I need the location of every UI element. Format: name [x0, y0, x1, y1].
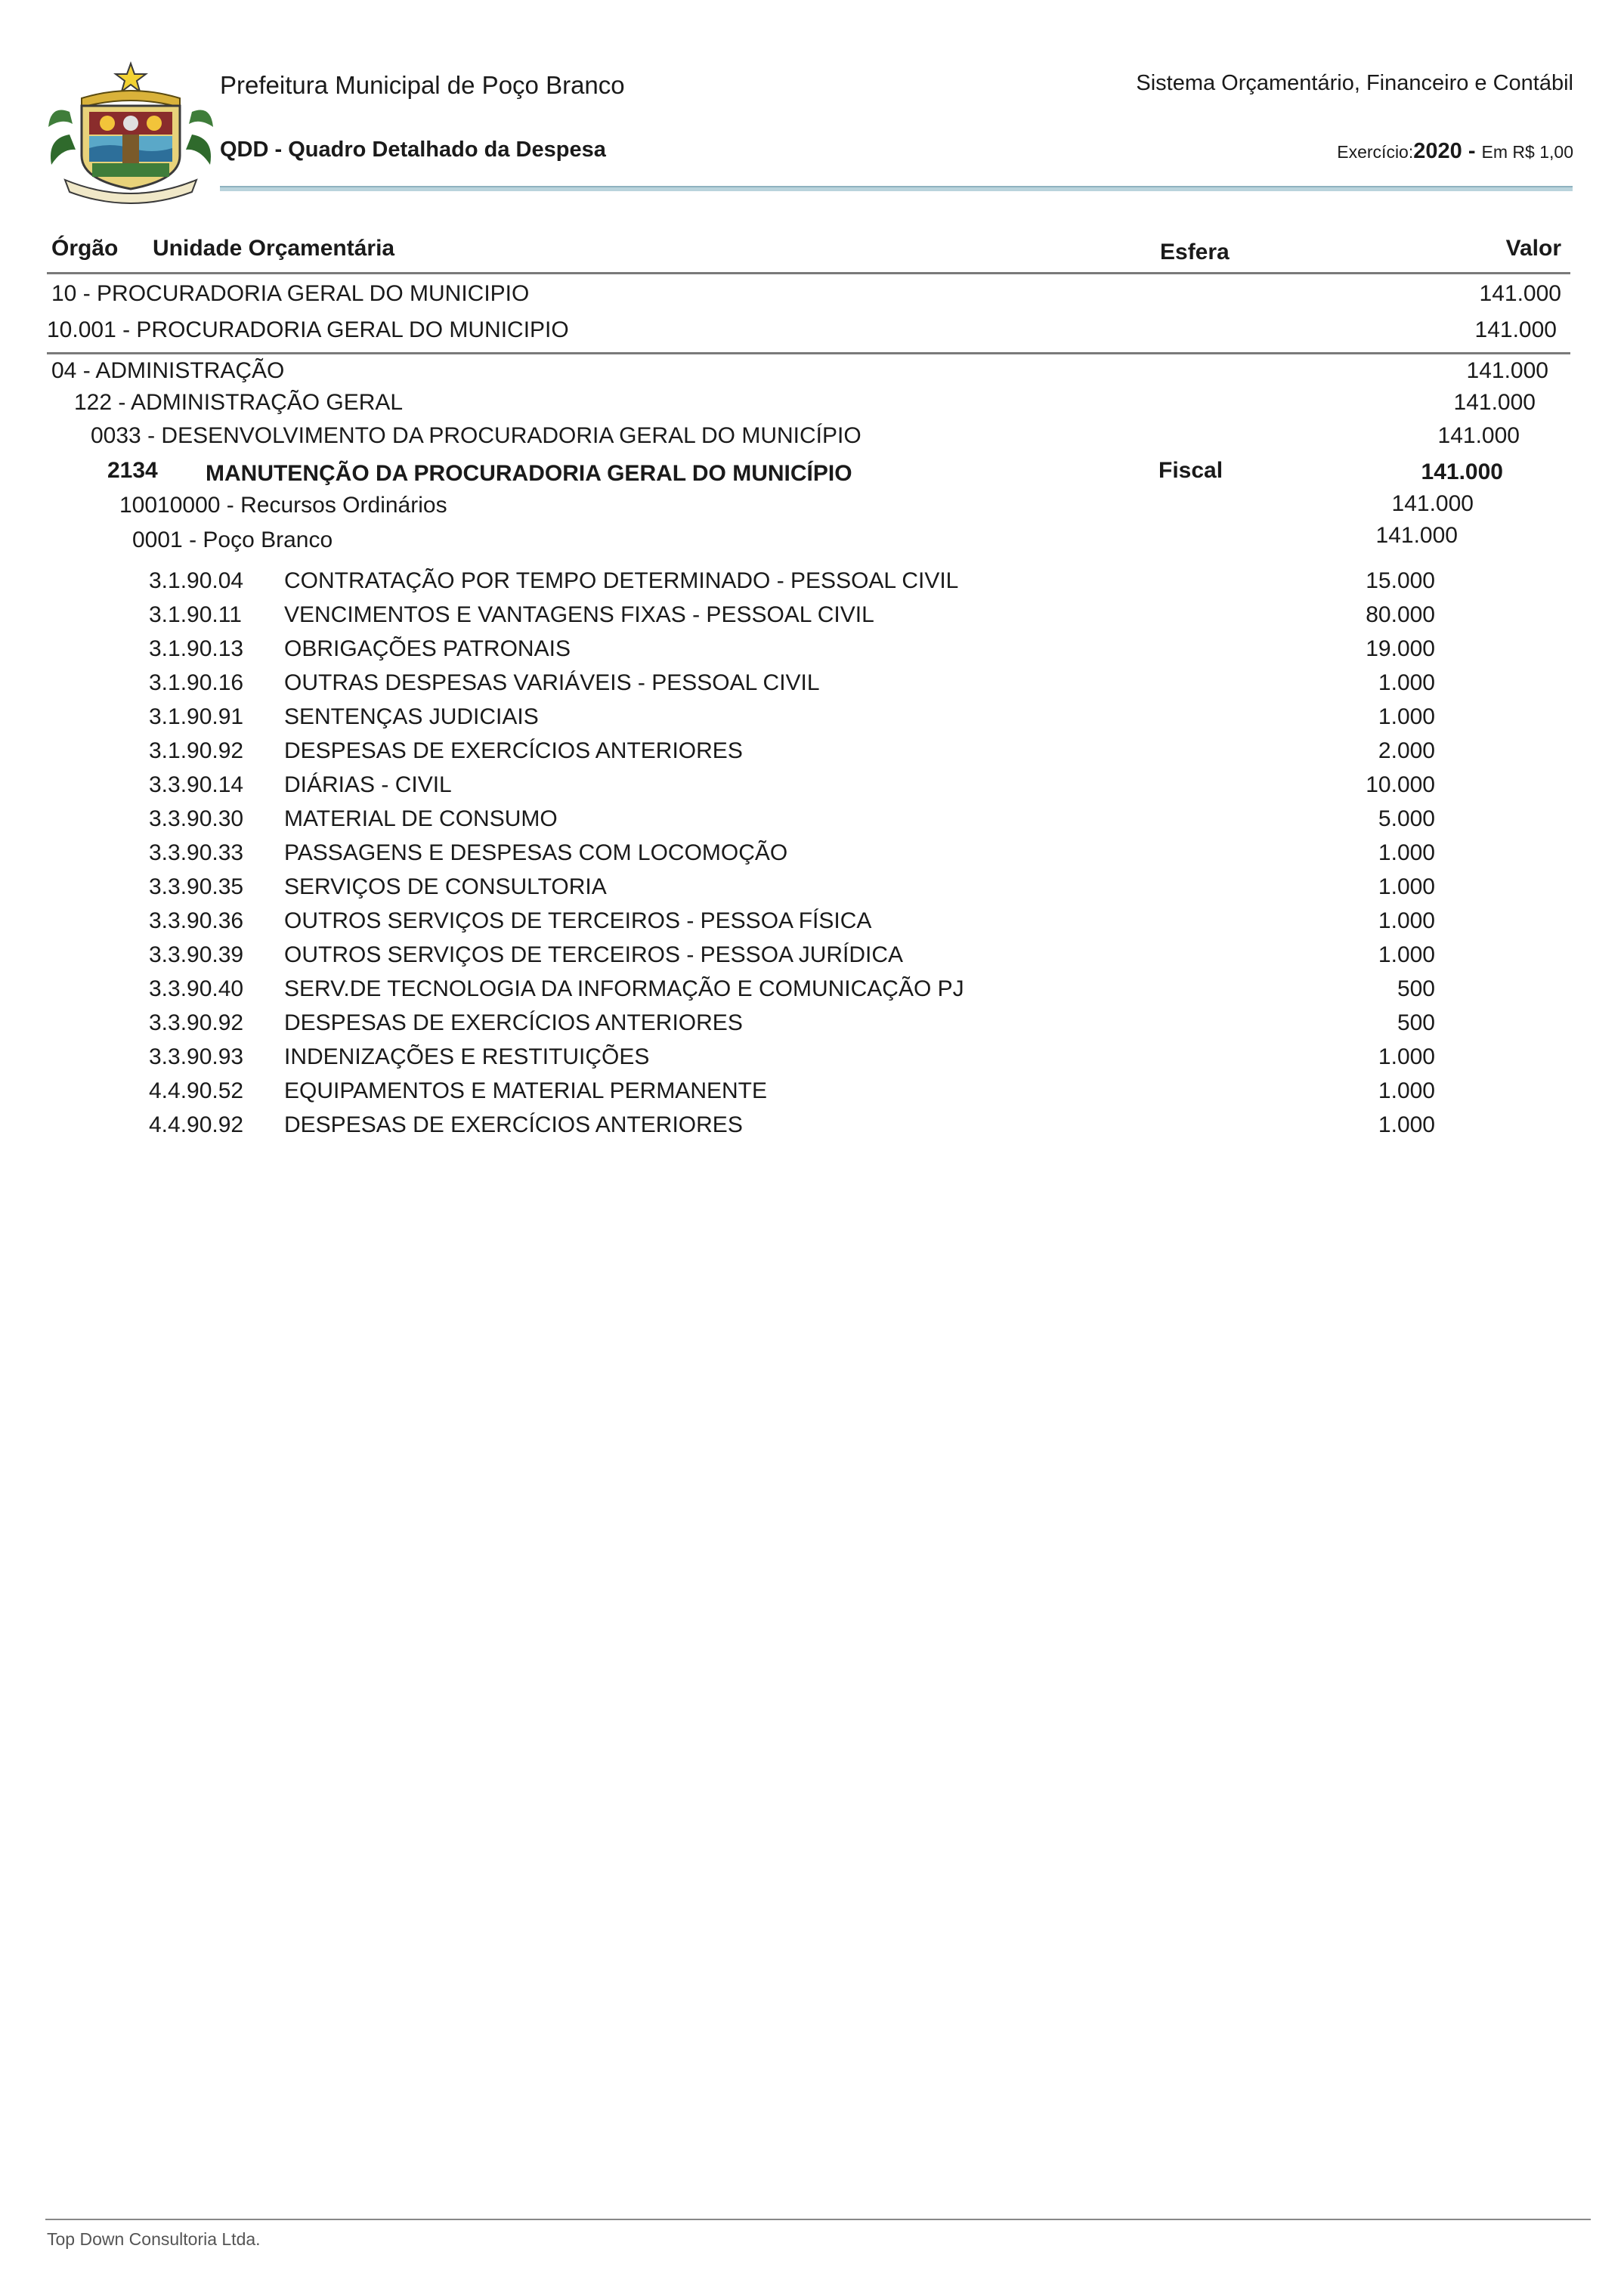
item-valor: 1.000 — [1378, 1112, 1435, 1137]
item-desc: DESPESAS DE EXERCÍCIOS ANTERIORES — [284, 1010, 743, 1035]
item-code: 3.3.90.92 — [149, 1010, 244, 1035]
acao-name: MANUTENÇÃO DA PROCURADORIA GERAL DO MUNICÍPIO — [206, 461, 852, 486]
exercise-info — [1337, 139, 1573, 164]
report-title: QDD - Quadro Detalhado da Despesa — [220, 138, 606, 162]
column-header-esfera: Esfera — [1160, 240, 1230, 264]
item-code: 4.4.90.52 — [149, 1078, 244, 1103]
local-label: 0001 - Poço Branco — [132, 527, 333, 552]
item-desc: INDENIZAÇÕES E RESTITUIÇÕES — [284, 1044, 650, 1069]
item-desc: EQUIPAMENTOS E MATERIAL PERMANENTE — [284, 1078, 767, 1103]
item-code: 3.3.90.36 — [149, 908, 244, 933]
footer-divider — [45, 2219, 1591, 2220]
recurso-label: 10010000 - Recursos Ordinários — [119, 493, 447, 518]
item-code: 3.3.90.30 — [149, 806, 244, 831]
item-desc: OUTROS SERVIÇOS DE TERCEIROS - PESSOA JURÍDICA — [284, 942, 904, 967]
header-divider — [220, 186, 1573, 191]
item-valor: 80.000 — [1366, 602, 1435, 627]
recurso-valor: 141.000 — [1391, 491, 1474, 516]
acao-code: 2134 — [107, 458, 158, 483]
item-valor: 1.000 — [1378, 942, 1435, 967]
funcao-valor: 141.000 — [1466, 358, 1548, 383]
acao-esfera: Fiscal — [1158, 458, 1223, 483]
orgao-label: 10 - PROCURADORIA GERAL DO MUNICIPIO — [51, 281, 530, 306]
exercise-year: 2020 - — [1413, 139, 1482, 163]
system-name: Sistema Orçamentário, Financeiro e Contábil — [1136, 71, 1573, 95]
column-header-orgao: Órgão — [51, 236, 119, 261]
item-desc: VENCIMENTOS E VANTAGENS FIXAS - PESSOAL CIVIL — [284, 602, 874, 627]
column-header-divider — [47, 272, 1570, 274]
unidade-divider — [47, 352, 1570, 354]
item-desc: MATERIAL DE CONSUMO — [284, 806, 558, 831]
subfuncao-valor: 141.000 — [1453, 390, 1536, 415]
item-valor: 1.000 — [1378, 1044, 1435, 1069]
item-desc: OUTROS SERVIÇOS DE TERCEIROS - PESSOA FÍSICA — [284, 908, 872, 933]
item-valor: 2.000 — [1378, 738, 1435, 763]
item-valor: 1.000 — [1378, 704, 1435, 729]
item-desc: OUTRAS DESPESAS VARIÁVEIS - PESSOAL CIVIL — [284, 670, 820, 695]
item-code: 3.3.90.93 — [149, 1044, 244, 1069]
column-header-unidade: Unidade Orçamentária — [153, 236, 395, 261]
currency-label: Em R$ 1,00 — [1481, 142, 1573, 162]
item-code: 4.4.90.92 — [149, 1112, 244, 1137]
item-desc: DESPESAS DE EXERCÍCIOS ANTERIORES — [284, 1112, 743, 1137]
item-code: 3.1.90.92 — [149, 738, 244, 763]
item-code: 3.3.90.35 — [149, 874, 244, 899]
item-code: 3.1.90.11 — [149, 602, 242, 627]
item-code: 3.1.90.13 — [149, 636, 244, 661]
item-desc: SERVIÇOS DE CONSULTORIA — [284, 874, 607, 899]
municipal-coat-of-arms-logo — [47, 59, 215, 204]
acao-valor: 141.000 — [1421, 459, 1503, 484]
item-code: 3.1.90.16 — [149, 670, 244, 695]
programa-valor: 141.000 — [1437, 423, 1520, 448]
orgao-valor: 141.000 — [1479, 281, 1561, 306]
column-header-valor: Valor — [1505, 236, 1561, 261]
item-desc: SENTENÇAS JUDICIAIS — [284, 704, 539, 729]
item-valor: 1.000 — [1378, 840, 1435, 865]
item-code: 3.1.90.91 — [149, 704, 244, 729]
item-desc: DIÁRIAS - CIVIL — [284, 772, 452, 797]
item-valor: 5.000 — [1378, 806, 1435, 831]
item-valor: 500 — [1397, 976, 1435, 1001]
item-desc: CONTRATAÇÃO POR TEMPO DETERMINADO - PESSOAL CIVIL — [284, 568, 959, 593]
item-desc: SERV.DE TECNOLOGIA DA INFORMAÇÃO E COMUNICAÇÃO PJ — [284, 976, 964, 1001]
item-code: 3.3.90.33 — [149, 840, 244, 865]
unidade-label: 10.001 - PROCURADORIA GERAL DO MUNICIPIO — [47, 317, 569, 342]
item-valor: 19.000 — [1366, 636, 1435, 661]
unidade-valor: 141.000 — [1474, 317, 1557, 342]
item-desc: DESPESAS DE EXERCÍCIOS ANTERIORES — [284, 738, 743, 763]
item-valor: 1.000 — [1378, 874, 1435, 899]
programa-label: 0033 - DESENVOLVIMENTO DA PROCURADORIA GERAL DO MUNICÍPIO — [91, 423, 861, 448]
item-code: 3.3.90.39 — [149, 942, 244, 967]
item-code: 3.1.90.04 — [149, 568, 244, 593]
item-code: 3.3.90.14 — [149, 772, 244, 797]
item-valor: 1.000 — [1378, 670, 1435, 695]
funcao-label: 04 - ADMINISTRAÇÃO — [51, 358, 285, 383]
footer-company: Top Down Consultoria Ltda. — [47, 2229, 261, 2249]
item-code: 3.3.90.40 — [149, 976, 244, 1001]
item-valor: 10.000 — [1366, 772, 1435, 797]
item-valor: 15.000 — [1366, 568, 1435, 593]
item-valor: 500 — [1397, 1010, 1435, 1035]
item-valor: 1.000 — [1378, 908, 1435, 933]
item-desc: PASSAGENS E DESPESAS COM LOCOMOÇÃO — [284, 840, 788, 865]
item-desc: OBRIGAÇÕES PATRONAIS — [284, 636, 571, 661]
exercise-label: Exercício: — [1337, 142, 1414, 162]
municipality-title: Prefeitura Municipal de Poço Branco — [220, 71, 625, 99]
subfuncao-label: 122 - ADMINISTRAÇÃO GERAL — [74, 390, 404, 415]
local-valor: 141.000 — [1375, 523, 1458, 548]
item-valor: 1.000 — [1378, 1078, 1435, 1103]
